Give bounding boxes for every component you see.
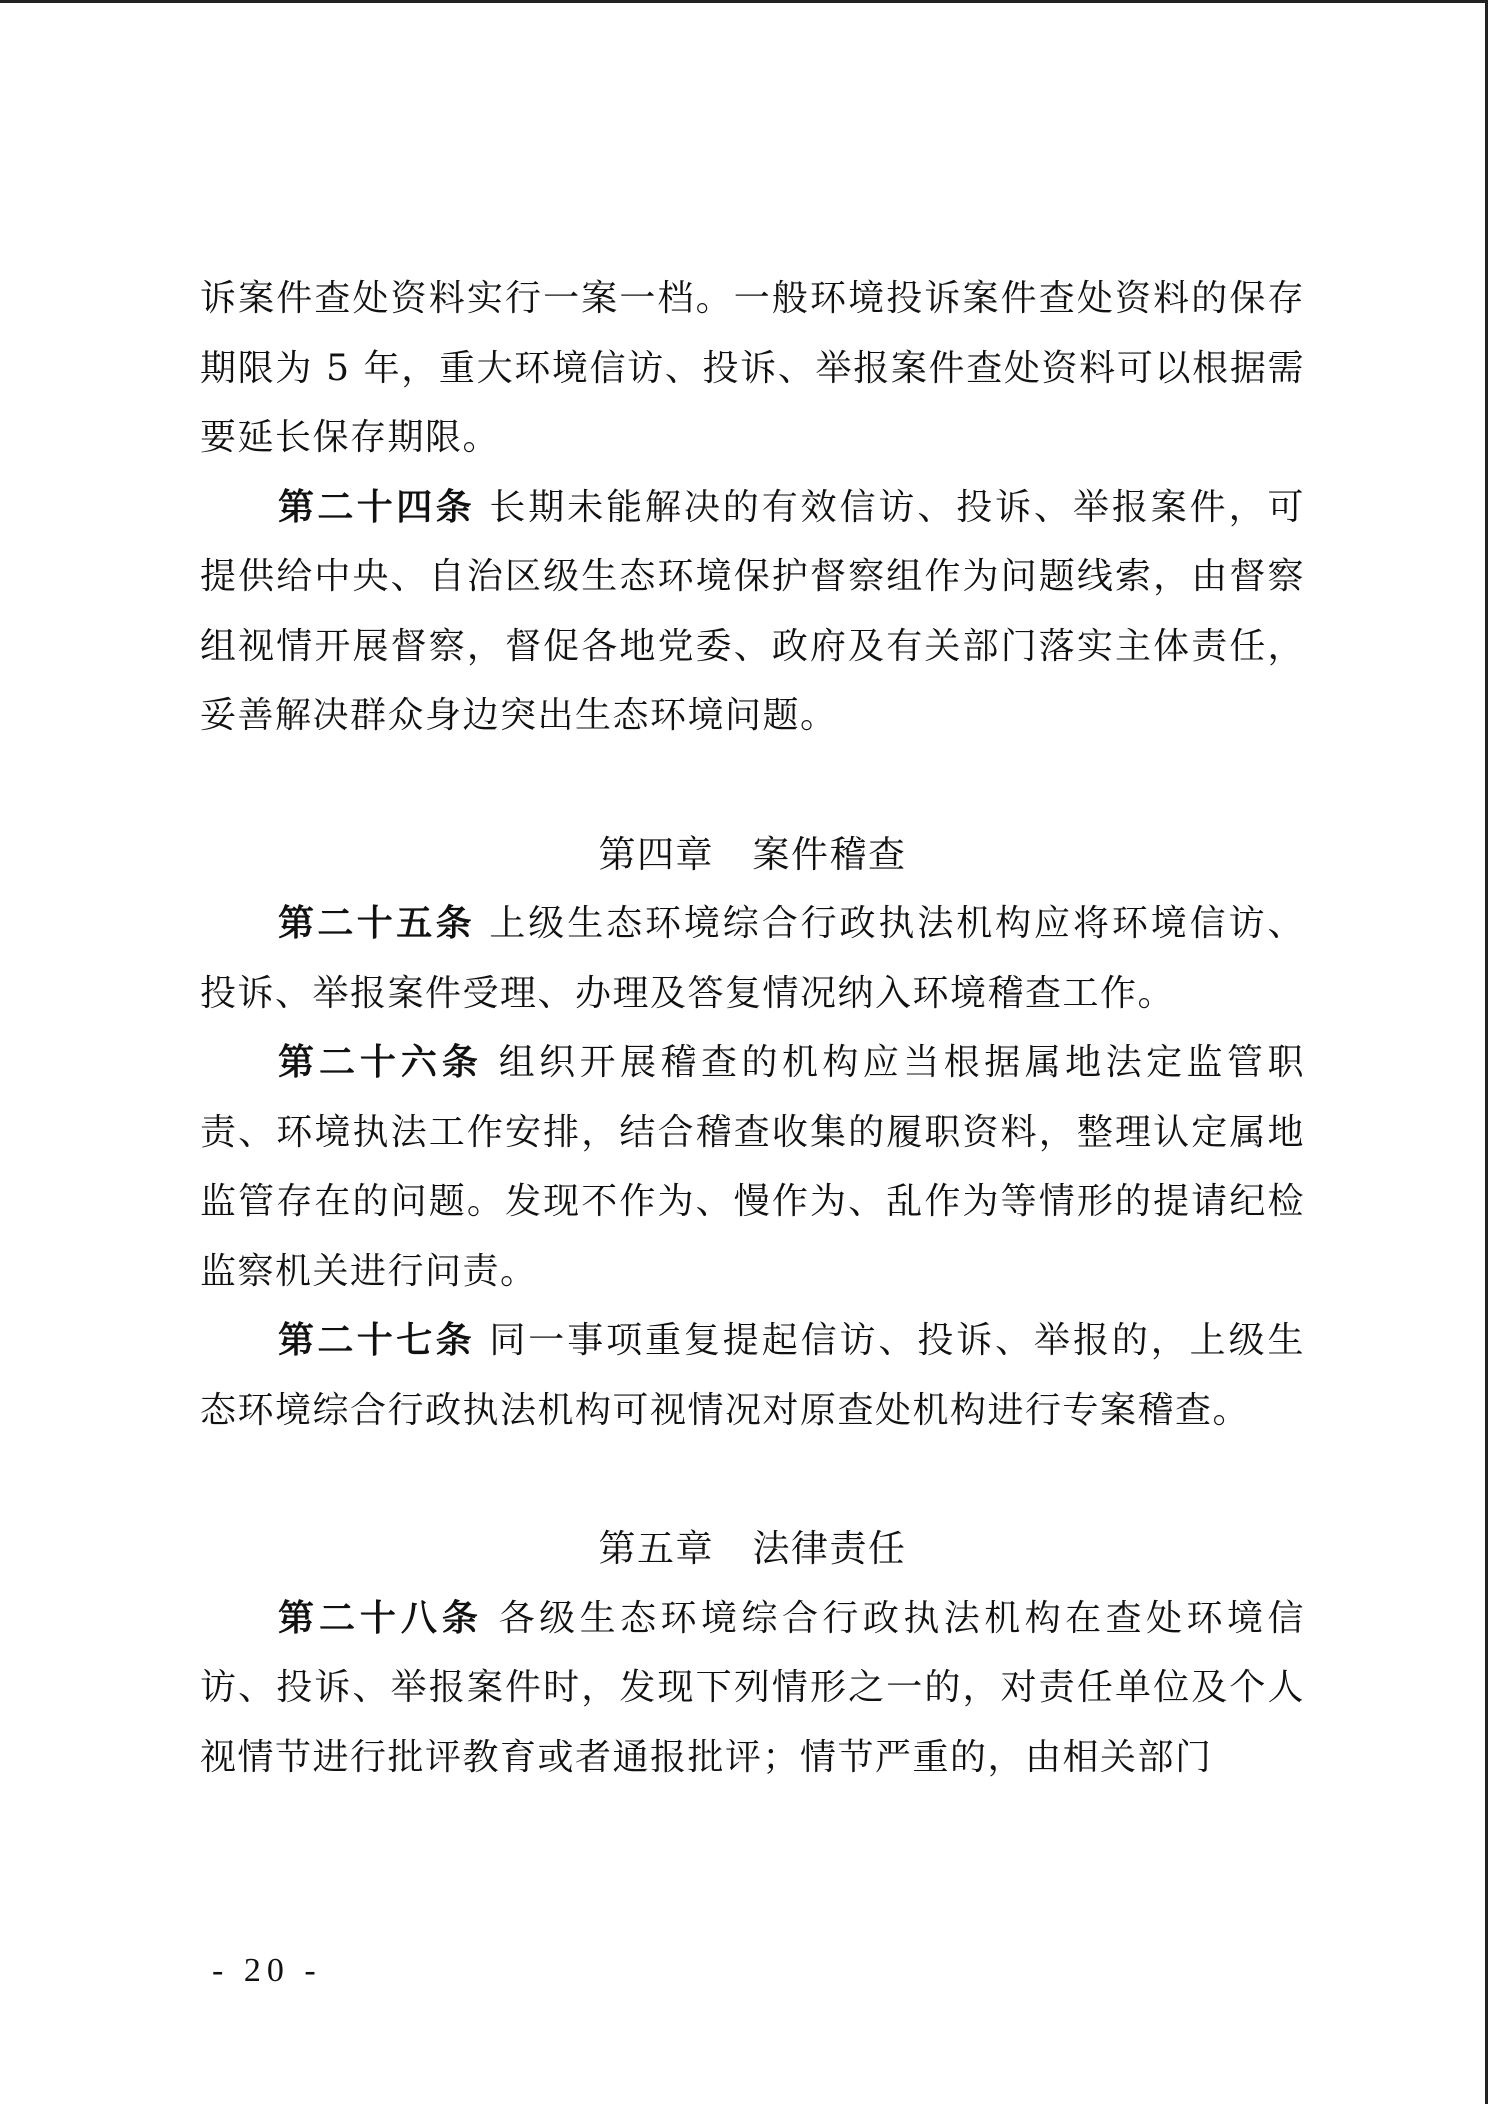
section-gap [200, 1445, 1305, 1514]
article-number: 第二十八条 [278, 1597, 483, 1639]
article-text: 同一事项重复提起信访、投诉、举报的，上级生态环境综合行政执法机构可视情况对原查处机构进行专案稽查。 [200, 1320, 1305, 1431]
page-number: - 20 - [212, 1952, 322, 1989]
article-text: 各级生态环境综合行政执法机构在查处环境信访、投诉、举报案件时，发现下列情形之一的，对责任单位及个人视情节进行批评教育或者通报批评；情节严重的，由相关部门 [200, 1597, 1305, 1778]
article-number: 第二十五条 [278, 903, 476, 944]
article-28 [200, 1584, 1305, 1793]
paragraph-text: 诉案件查处资料实行一案一档。一般环境投诉案件查处资料的保存期限为 5 年，重大环境信访、投诉、举报案件查处资料可以根据需要延长保存期限。 [200, 278, 1305, 458]
article-number: 第二十四条 [278, 486, 476, 528]
section-gap [200, 751, 1305, 820]
article-text: 上级生态环境综合行政执法机构应将环境信访、投诉、举报案件受理、办理及答复情况纳入环境稽查工作。 [200, 903, 1305, 1014]
article-27 [200, 1306, 1305, 1445]
document-body [200, 264, 1305, 1792]
article-text: 长期未能解决的有效信访、投诉、举报案件，可提供给中央、自治区级生态环境保护督察组作为问题线索，由督察组视情开展督察，督促各地党委、政府及有关部门落实主体责任，妥善解决群众身边突出生态环境问题。 [200, 486, 1305, 736]
article-26 [200, 1028, 1305, 1306]
article-25 [200, 889, 1305, 1028]
paragraph-continuation [200, 264, 1305, 473]
article-text: 组织开展稽查的机构应当根据属地法定监管职责、环境执法工作安排，结合稽查收集的履职资料，整理认定属地监管存在的问题。发现不作为、慢作为、乱作为等情形的提请纪检监察机关进行问责。 [200, 1042, 1305, 1292]
scan-edge-top [0, 0, 1488, 3]
article-number: 第二十七条 [278, 1320, 476, 1361]
article-24 [200, 473, 1305, 751]
article-number: 第二十六条 [278, 1042, 483, 1083]
chapter-heading-4: 第四章 案件稽查 [598, 832, 907, 876]
chapter-heading-5: 第五章 法律责任 [598, 1527, 907, 1570]
